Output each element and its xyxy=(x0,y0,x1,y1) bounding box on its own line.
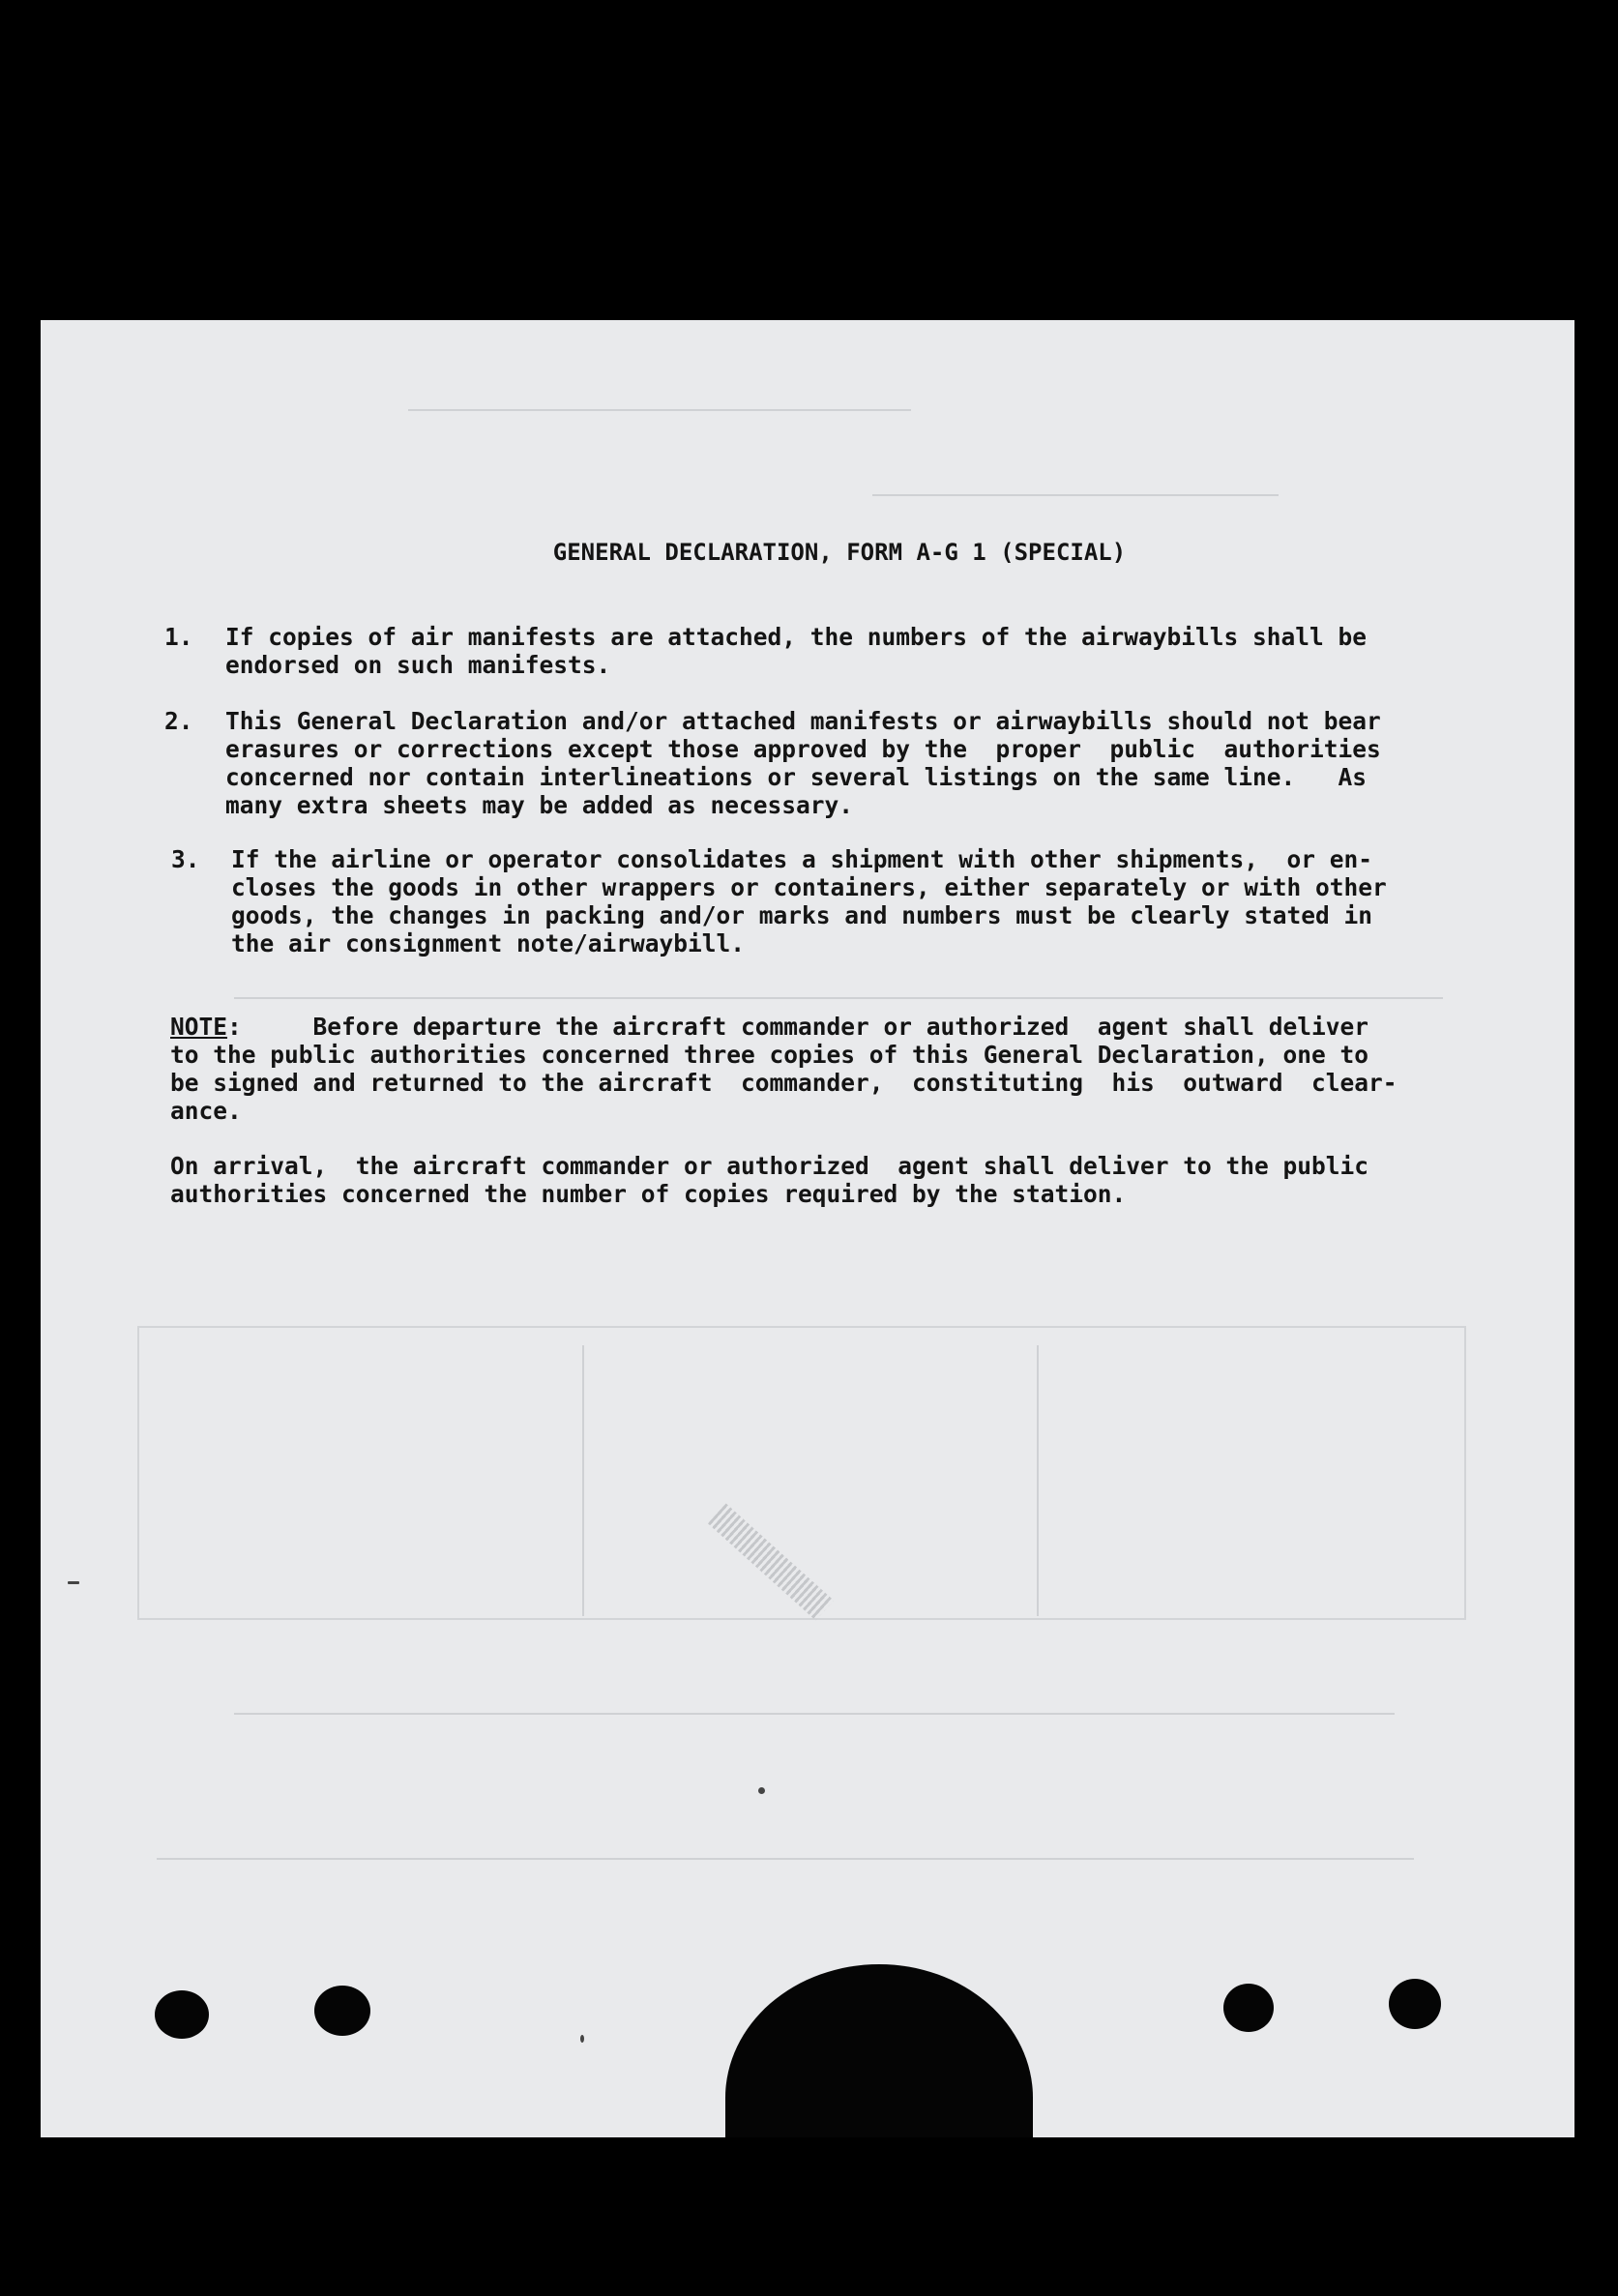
show-through-line xyxy=(408,409,911,411)
ink-speck xyxy=(758,1787,765,1794)
ink-speck xyxy=(580,2035,584,2043)
item-line: If the airline or operator consolidates a shipment with other shipments, or en- xyxy=(231,845,1373,873)
item-line: endorsed on such manifests. xyxy=(225,651,611,679)
note-line: ance. xyxy=(170,1097,242,1125)
show-through-line xyxy=(1037,1345,1039,1616)
show-through-line xyxy=(157,1858,1414,1860)
ink-speck xyxy=(68,1581,79,1584)
item-number: 2. xyxy=(164,707,193,735)
note-line: to the public authorities concerned three copies of this General Declaration, one to xyxy=(170,1041,1369,1069)
note-label: NOTE xyxy=(170,1013,228,1041)
note-first-line-text: : Before departure the aircraft commander or authorized agent shall deliver xyxy=(227,1013,1369,1041)
show-through-line xyxy=(582,1345,584,1616)
show-through-line xyxy=(234,997,1443,999)
item-line: many extra sheets may be added as necessary. xyxy=(225,791,854,819)
item-line: erasures or corrections except those approved by the proper public authorities xyxy=(225,735,1381,763)
binding-notch xyxy=(725,1964,1033,2137)
punch-hole xyxy=(155,1990,209,2039)
arrival-line: authorities concerned the number of copies required by the station. xyxy=(170,1180,1127,1208)
note-line: be signed and returned to the aircraft commander, constituting his outward clear- xyxy=(170,1069,1397,1097)
item-line: concerned nor contain interlineations or several listings on the same line. As xyxy=(225,763,1368,791)
item-line: the air consignment note/airwaybill. xyxy=(231,929,746,957)
show-through-line xyxy=(872,494,1279,496)
punch-hole xyxy=(314,1986,370,2036)
item-line: If copies of air manifests are attached, the numbers of the airwaybills shall be xyxy=(225,623,1368,651)
item-line: closes the goods in other wrappers or containers, either separately or with other xyxy=(231,873,1387,901)
punch-hole xyxy=(1223,1984,1274,2032)
item-line: goods, the changes in packing and/or marks and numbers must be clearly stated in xyxy=(231,901,1373,929)
note-first-line xyxy=(170,1013,1368,1041)
document-sheet xyxy=(41,320,1574,2137)
item-number: 1. xyxy=(164,623,193,651)
show-through-line xyxy=(234,1713,1395,1715)
item-number: 3. xyxy=(171,845,200,873)
item-line: This General Declaration and/or attached manifests or airwaybills should not bear xyxy=(225,707,1381,735)
punch-hole xyxy=(1389,1979,1441,2029)
arrival-line: On arrival, the aircraft commander or authorized agent shall deliver to the public xyxy=(170,1152,1369,1180)
page-title: GENERAL DECLARATION, FORM A-G 1 (SPECIAL) xyxy=(552,539,1127,566)
